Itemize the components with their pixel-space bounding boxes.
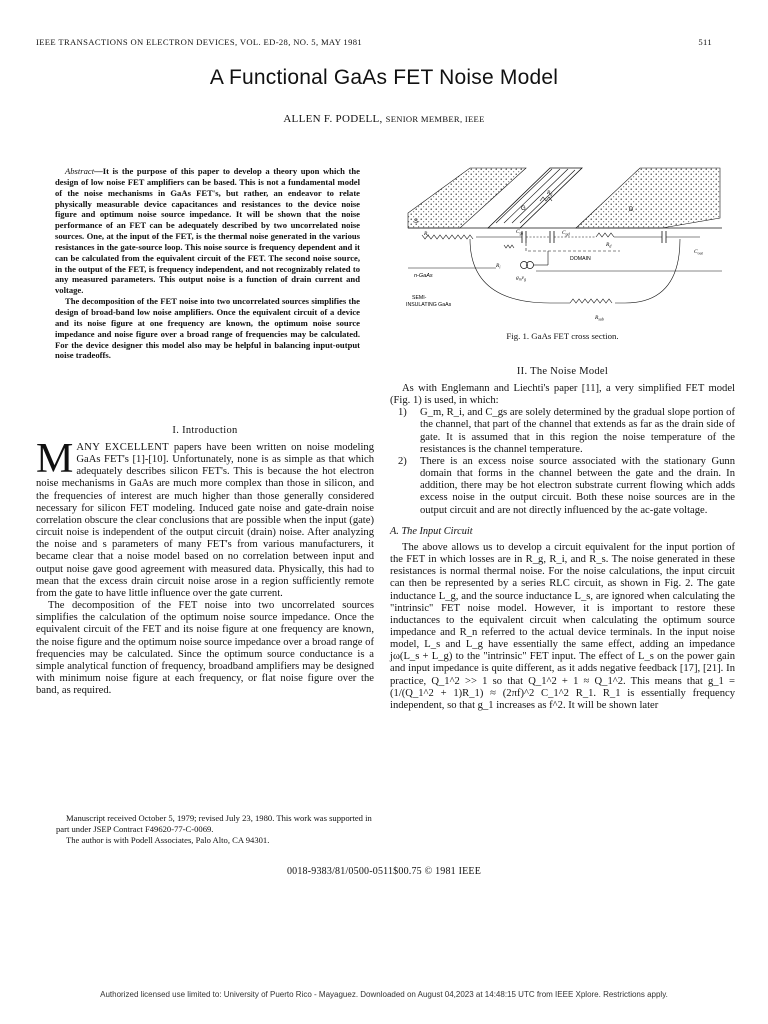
fet-cross-section-figure [400, 163, 735, 323]
subsection-heading-input-circuit: A. The Input Circuit [390, 525, 473, 537]
intro-p2: The decomposition of the FET noise into two uncorrelated sources simplifies the calculation of the optimum noise source impedance. Once the equivalent circuit of the FET and its noise figure at one frequency are known, the noise figure and the optimum noise source impedance over a broad range of frequencies may be calculated. Since the optimum source conductance is a simple analytical function of frequency, broadband amplifiers may be designed with minimum noise figure at each frequency, or flat noise figure over the band, as required. [36, 600, 374, 697]
intro-caps: ANY EXCELLENT [76, 442, 169, 453]
section-heading-noise-model: II. The Noise Model [516, 366, 609, 377]
semi-insulating-label-2: INSULATING GaAs [406, 302, 452, 308]
source-label: S [414, 219, 419, 225]
rg-label: $R_g$ [547, 190, 553, 197]
drain-label: D [629, 207, 634, 213]
section-heading-introduction: I. Introduction [172, 425, 238, 436]
ngaas-label: n-GaAs [414, 273, 433, 279]
footnote-author: The author is with Podell Associates, Palo Alto, CA 94301. [66, 834, 270, 845]
ri-label: $R_i$ [496, 263, 501, 270]
paper-title: A Functional GaAs FET Noise Model [209, 66, 559, 89]
page-number: 511 [698, 37, 712, 47]
copyright-line: 0018-9383/81/0500-0511$00.75 © 1981 IEEE [286, 866, 482, 877]
cgs-label: $C_{gs}$ [516, 229, 524, 236]
assumption-list [390, 407, 735, 516]
introduction-body [36, 436, 374, 697]
gate-label: G [521, 206, 526, 212]
intro-p1: papers have been written on noise modeling GaAs FET's [1]-[10]. Unfortunately, none is as simple as that which adequately describes silicon FET's. This is because the hot electron noise mechanisms in GaAs are much more complex than those in silicon, and the frequencies of interest are much higher than those generally considered necessary for silicon FET modeling. Induced gate noise and gate-drain noise correlation obscure the clear conclusions that are possible when the input (gate) circuit noise is independent of the output circuit (drain) noise. After analyzing the noise and s parameters of many FET's from various manufacturers, it became clear that a noise model based on no correlation between input and output noise gave good agreement with measured data. Physically, this had to mean that the excess drain circuit noise arose in a region sufficiently remote from the gate to have little influence over the gate current. [36, 442, 374, 599]
abstract-lead: Abstract [65, 166, 95, 176]
abstract: Abstract—It is the purpose of this paper to develop a theory upon which the design of low noise FET amplifiers can be based. This is not a fundamental model of the noise mechanisms in GaAs FET's, but rather, an endeavor to relate physically measurable device capacitances and resistances to the device noise figure and optimum noise source impedance. It will be shown that the noise performance of an FET can be adequately described by two uncorrelated noise sources. One, at the input of the FET, is the thermal noise generated in the various resistances in the gate-source loop. This noise source is frequency dependent and it can be calculated from the equivalent circuit of the FET. The second noise source, in the output of the FET, is frequency independent, and not recognizably related to any measured parameters. This output noise is a function of drain current and voltage. The decomposition of the FET noise into two uncorrelated sources simplifies the design of broad-band low noise amplifiers. Once the equivalent circuit of a device and its noise figure at one frequency are known, the optimum noise source impedance and noise figure over a broad range of frequencies may be calculated. For the device designer this model also may be helpful in balancing input-output noise tradeoffs. [55, 166, 360, 361]
license-notice: Authorized licensed use limited to: University of Puerto Rico - Mayaguez. Downloaded on August 04,2023 at 14:48:15 UTC from IEEE Xplore. Restrictions apply. [100, 990, 668, 999]
noise-model-intro: As with Englemann and Liechti's paper [11], a very simplified FET model (Fig. 1) is used, in which: [390, 383, 735, 407]
figure-caption: Fig. 1. GaAs FET cross section. [506, 331, 619, 341]
list-item: 1) G_m, R_i, and C_gs are solely determined by the gradual slope portion of the channel, that part of the channel that extends as far as the drain side of gate. It is assumed that in this region the noise temperature of the resistances is the channel temperature. [398, 407, 735, 455]
running-header: IEEE TRANSACTIONS ON ELECTRON DEVICES, VOL. ED-28, NO. 5, MAY 1981 [36, 37, 363, 47]
rs-label: $R_s$ [424, 231, 429, 238]
rd-label: $R_d$ [606, 242, 612, 249]
drain-contact [576, 168, 720, 228]
gm-vg-label: $g_mv_g$ [516, 275, 527, 282]
author-line [0, 113, 768, 125]
list-item: 2) There is an excess noise source associated with the stationary Gunn domain that forms in the channel between the gate and the drain. In addition, there may be hot electron substrate current flowing which adds excess noise in the output circuit. Both these noise sources are in the output circuit and are not directly influenced by the ac-gate voltage. [398, 455, 735, 516]
noise-model-body [390, 383, 735, 712]
footnote-manuscript: Manuscript received October 5, 1979; revised July 23, 1980. This work was supported in part under JSEP Contract F49620-77-C-0069. [56, 813, 372, 834]
author-affiliation: SENIOR MEMBER, IEEE [385, 114, 485, 124]
drop-cap: M [36, 436, 74, 482]
abstract-p2: The decomposition of the FET noise into two uncorrelated sources simplifies the design of broad-band low noise amplifiers. Once the equivalent circuit of a device and its noise figure at one frequency are known, the optimum noise source impedance and noise figure over a broad range of frequencies may be calculated. For the device designer this model also may be helpful in balancing input-output noise tradeoffs. [55, 296, 360, 361]
footnote [56, 813, 374, 846]
author-name: ALLEN F. PODELL, [283, 113, 383, 125]
cout-label: $C_{out}$ [694, 249, 703, 256]
abstract-p1: It is the purpose of this paper to develop a theory upon which the design of low noise FET amplifiers can be based. This is not a fundamental model of the noise mechanisms in GaAs FET's, but rather, an endeavor to relate physically measurable device capacitances and resistances to the device noise figure and optimum noise source impedance. It will be shown that the noise performance of an FET can be adequately described by two uncorrelated noise sources. One, at the input of the FET, is the thermal noise generated in the various resistances in the gate-source loop. This noise source is frequency dependent and it can be calculated from the equivalent circuit of the FET. The second noise source, in the output of the FET, is frequency independent, and not recognizably related to any measured parameters. This output noise is a function of drain current and voltage. [55, 166, 360, 296]
rsub-label: $R_{sub}$ [595, 315, 604, 322]
domain-label: DOMAIN [570, 256, 591, 262]
input-circuit-p1: The above allows us to develop a circuit equivalent for the input portion of the FET in which losses are in R_g, R_i, and R_s. The noise generated in these resistances is normal thermal noise. For the noise calculations, the input circuit can then be represented by a series RLC circuit, as shown in Fig. 2. The gate inductance L_g, and the source inductance L_s, are ignored when calculating the "intrinsic" FET noise model. However, it is important to restore these inductances to the equivalent circuit when calculating the optimum source impedance and R_n referred to the actual device terminals. In the input noise model, L_s and L_g have essentially the same effect, adding an impedance jω(L_s + L_g) to the "intrinsic" FET input. The effect of L_s on the power gain and input impedance is quite different, as it adds negative feedback [17], [21]. In practice, Q_1^2 >> 1 so that Q_1^2 + 1 ≈ Q_1^2. This means that g_1 = (1/(Q_1^2 + 1)R_1) ≈ (2πf)^2 C_1^2 R_1. R_1 is essentially frequency independent, so that g_1 increases as f^2. It will be shown later [390, 541, 735, 711]
semi-insulating-label-1: SEMI- [412, 295, 427, 301]
cgd-label: $C_{gd}$ [562, 230, 570, 237]
